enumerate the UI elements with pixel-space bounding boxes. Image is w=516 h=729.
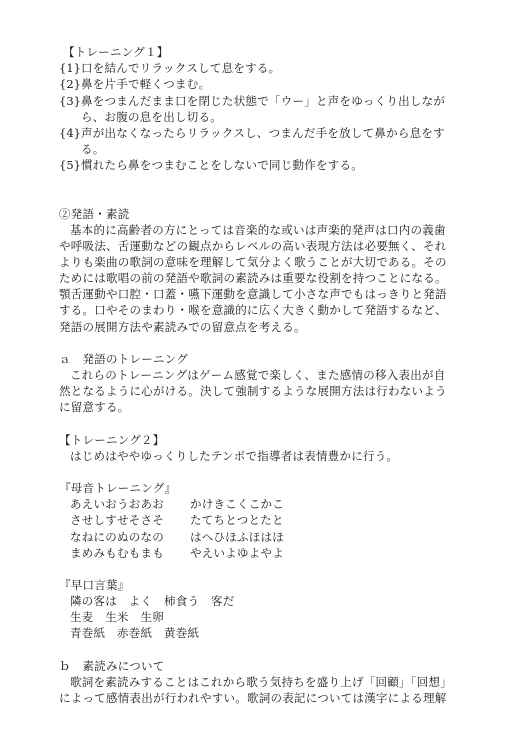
- subsection-heading: ａ 発語のトレーニング: [59, 351, 189, 366]
- tongue-twister-line: 青巻紙 赤巻紙 黄巻紙: [70, 626, 200, 641]
- section-heading: ②発語・素読: [59, 206, 130, 221]
- paragraph-line: する。口やそのまわり・喉を意識的に広く大きく動かして発語するなど、: [59, 303, 447, 318]
- training1-heading: 【トレーニング１】: [63, 45, 169, 59]
- paragraph-line: はじめはややゆっくりしたテンポで指導者は表情豊かに行う。: [70, 448, 399, 463]
- vowel-cell: まめみもむもまも: [70, 545, 164, 560]
- item-number: {4}: [59, 125, 81, 140]
- training2-heading: 【トレーニング２】: [59, 432, 165, 447]
- paragraph-line: これらのトレーニングはゲーム感覚で楽しく、また感情の移入表出が自: [70, 368, 446, 382]
- tongue-twister-line: 隣の客は よく 柿食う 客だ: [70, 594, 235, 609]
- item-text: 口を結んでリラックスして息をする。: [81, 61, 281, 76]
- item-number: {1}: [59, 61, 81, 76]
- paragraph-line: 然となるように心がける。決して強制するような展開方法は行わないよう: [59, 384, 447, 399]
- vowel-heading: 『母音トレーニング』: [59, 481, 177, 496]
- item-text: 声が出なくなったらリラックスし、つまんだ手を放して鼻から息をす: [81, 125, 445, 140]
- subsection-heading: ｂ 素読みについて: [59, 658, 165, 673]
- paragraph-line: 基本的に高齢者の方にとっては音楽的な或いは声楽的発声は口内の義歯: [70, 222, 446, 237]
- vowel-cell: やえいよゆよやよ: [190, 545, 284, 560]
- paragraph-line: に留意する。: [59, 400, 130, 415]
- vowel-cell: あえいおうおあお: [70, 497, 164, 512]
- paragraph-line: よりも楽曲の歌詞の意味を理解して気分よく歌うことが大切である。その: [59, 255, 447, 269]
- item-number: {3}: [59, 93, 81, 108]
- vowel-cell: はへひほふほはほ: [190, 529, 284, 544]
- item-text-continued: る。: [81, 141, 105, 156]
- paragraph-line: 顎舌運動や口腔・口蓋・嚥下運動を意識して小さな声でもはっきりと発語: [59, 287, 447, 302]
- vowel-cell: させしすせそさそ: [70, 513, 164, 528]
- paragraph-line: によって感情表出が行われやすい。歌詞の表記については漢字による理解: [59, 691, 447, 705]
- vowel-cell: なねにのぬのなの: [70, 529, 164, 544]
- item-number: {2}: [59, 77, 81, 92]
- vowel-cell: たてちとつとたと: [190, 513, 284, 528]
- tongue-twister-heading: 『早口言葉』: [59, 578, 130, 592]
- paragraph-line: ためには歌唱の前の発語や歌詞の素読みは重要な役割を持つことになる。: [59, 271, 447, 286]
- item-number: {5}: [59, 158, 81, 173]
- vowel-cell: かけきこくこかこ: [190, 497, 284, 512]
- item-text: 慣れたら鼻をつまむことをしないで同じ動作をする。: [81, 158, 363, 173]
- tongue-twister-line: 生麦 生米 生卵: [70, 610, 164, 625]
- paragraph-line: 歌詞を素読みすることはこれから歌う気持ちを盛り上げ「回顧」「回想」: [70, 674, 452, 689]
- item-text-continued: ら、お腹の息を出し切る。: [81, 109, 222, 124]
- paragraph-line: 発語の展開方法や素読みでの留意点を考える。: [59, 319, 306, 334]
- paragraph-line: や呼吸法、舌運動などの観点からレベルの高い表現方法は必要無く、それ: [59, 238, 447, 253]
- item-text: 鼻を片手で軽くつまむ。: [81, 77, 211, 92]
- item-text: 鼻をつまんだまま口を閉じた状態で「ウー」と声をゆっくり出しなが: [81, 93, 446, 108]
